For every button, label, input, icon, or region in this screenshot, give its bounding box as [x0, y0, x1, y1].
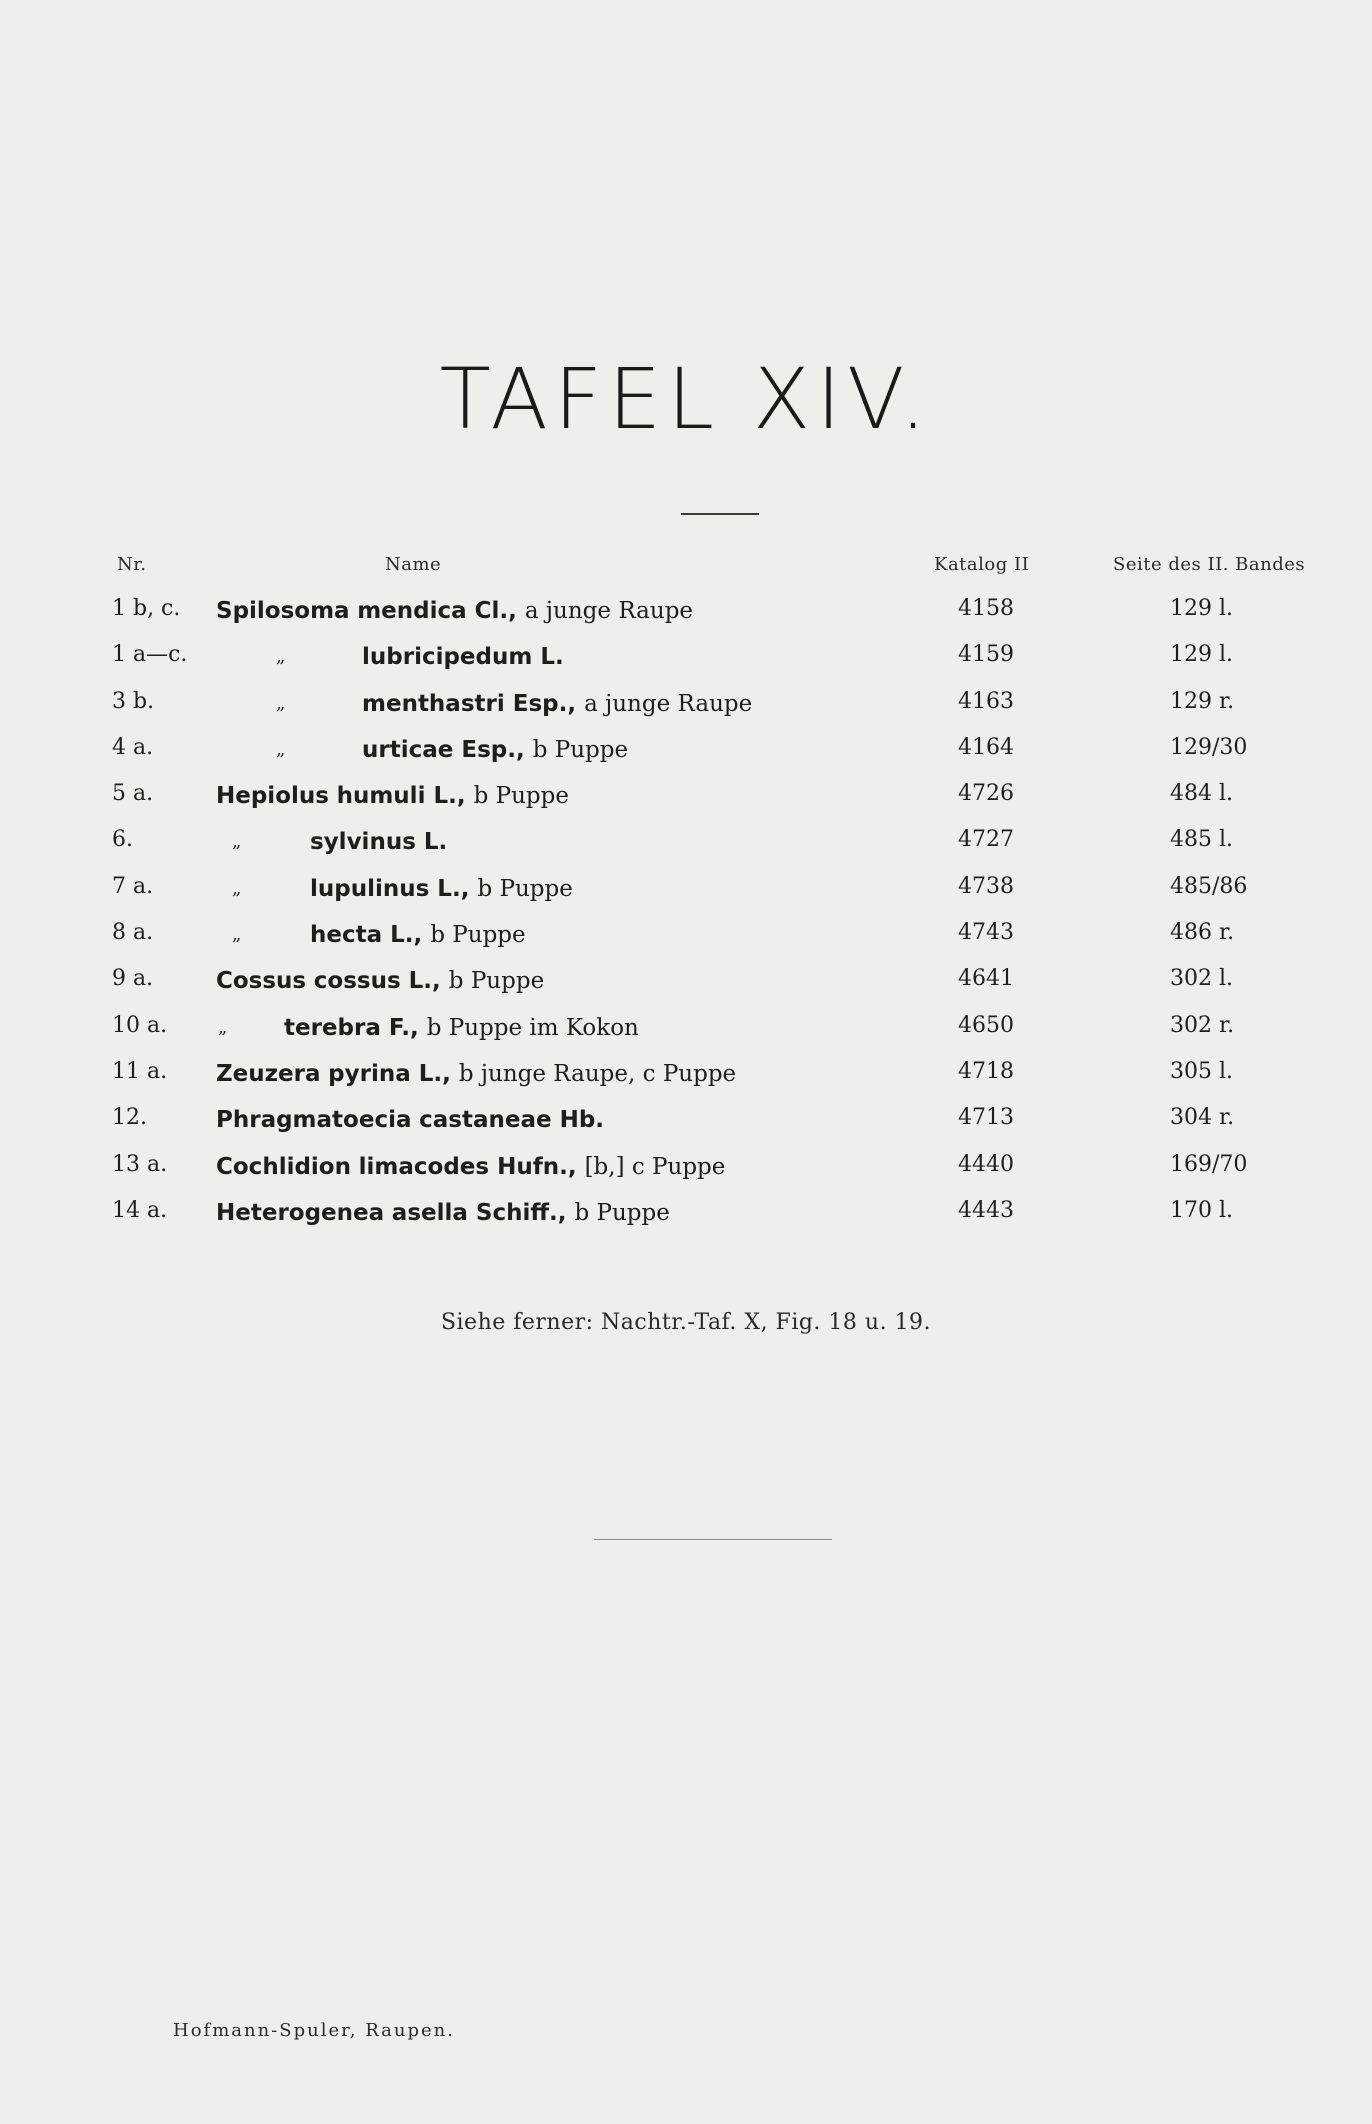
row-nr: 9 a. — [112, 966, 154, 992]
genus-name: Cochlidion — [216, 1153, 351, 1180]
footnote: Siehe ferner: Nachtr.-Taf. X, Fig. 18 u. 19. — [440, 1310, 932, 1335]
row-name — [310, 827, 447, 855]
species-name: pyrina L., — [328, 1060, 451, 1087]
row-nr: 3 b. — [112, 688, 155, 714]
header-name: Name — [385, 554, 442, 575]
footer-credit: Hofmann-Spuler, Raupen. — [173, 2020, 455, 2041]
stage-note: b junge Raupe, c Puppe — [458, 1060, 737, 1087]
ditto-mark: „ — [276, 738, 286, 760]
row-nr: 14 a. — [112, 1197, 168, 1223]
page-reference: 302 r. — [1170, 1012, 1235, 1038]
row-name — [362, 642, 564, 670]
katalog-number: 4641 — [958, 966, 1014, 992]
row-nr: 11 a. — [112, 1058, 168, 1084]
genus-name: Hepiolus — [216, 783, 329, 810]
stage-note: b Puppe — [430, 922, 526, 949]
katalog-number: 4713 — [958, 1105, 1014, 1131]
katalog-number: 4164 — [958, 734, 1014, 760]
species-name: castaneae Hb. — [419, 1107, 605, 1134]
table-row — [0, 590, 1372, 636]
page-reference: 169/70 — [1170, 1151, 1248, 1177]
table-row — [0, 683, 1372, 729]
row-nr: 4 a. — [112, 734, 154, 760]
table-row — [0, 1007, 1372, 1053]
table-row — [0, 821, 1372, 867]
row-name — [284, 1013, 639, 1041]
table-row — [0, 636, 1372, 682]
katalog-number: 4443 — [958, 1197, 1014, 1223]
page-reference: 129 r. — [1170, 688, 1235, 714]
row-name — [216, 1059, 736, 1087]
table-row — [0, 775, 1372, 821]
row-nr: 13 a. — [112, 1151, 168, 1177]
stage-note: b Puppe im Kokon — [426, 1014, 639, 1041]
row-name — [362, 689, 752, 717]
stage-note: b Puppe — [448, 968, 545, 995]
bottom-divider — [594, 1539, 832, 1540]
species-name: menthastri Esp., — [362, 690, 577, 717]
page-reference: 129/30 — [1170, 734, 1248, 760]
genus-name: Heterogenea — [216, 1199, 385, 1226]
species-name: sylvinus L. — [310, 829, 448, 856]
row-nr: 7 a. — [112, 873, 154, 899]
table-row — [0, 1053, 1372, 1099]
row-name — [216, 596, 693, 624]
title-divider — [681, 513, 759, 515]
row-name — [362, 735, 628, 763]
header-katalog: Katalog II — [934, 554, 1030, 575]
species-name: terebra F., — [284, 1014, 419, 1041]
row-nr: 5 a. — [112, 781, 154, 807]
row-nr: 10 a. — [112, 1012, 168, 1038]
row-name — [216, 1105, 604, 1133]
page-reference: 485 l. — [1170, 827, 1234, 853]
species-name: humuli L., — [336, 783, 466, 810]
species-name: lupulinus L., — [310, 875, 470, 902]
genus-name: Zeuzera — [216, 1060, 321, 1087]
row-nr: 12. — [112, 1105, 147, 1131]
ditto-mark: „ — [276, 646, 286, 668]
stage-note: a junge Raupe — [524, 598, 694, 624]
table-row — [0, 960, 1372, 1006]
row-nr: 1 b, c. — [112, 596, 181, 621]
table-row — [0, 868, 1372, 914]
stage-note: b Puppe — [574, 1199, 670, 1226]
page-reference: 485/86 — [1170, 873, 1248, 899]
katalog-number: 4158 — [958, 596, 1014, 621]
species-name: mendica Cl., — [357, 598, 517, 624]
ditto-mark: „ — [276, 692, 286, 714]
row-nr: 8 a. — [112, 920, 154, 946]
page-reference: 305 l. — [1170, 1058, 1234, 1084]
stage-note: [b,] c Puppe — [584, 1153, 726, 1180]
table-row — [0, 729, 1372, 775]
species-name: asella Schiff., — [391, 1199, 567, 1226]
katalog-number: 4726 — [958, 781, 1014, 807]
page-reference: 486 r. — [1170, 920, 1235, 946]
ditto-mark: „ — [232, 924, 242, 946]
katalog-number: 4727 — [958, 827, 1014, 853]
table-row — [0, 914, 1372, 960]
table-row — [0, 1192, 1372, 1238]
row-name — [216, 781, 569, 809]
page-title: TAFEL XIV. — [439, 350, 933, 448]
row-name — [310, 874, 573, 902]
page-reference: 304 r. — [1170, 1105, 1235, 1131]
page-reference: 170 l. — [1170, 1197, 1234, 1223]
row-name — [310, 920, 526, 948]
katalog-number: 4650 — [958, 1012, 1014, 1038]
row-nr: 1 a—c. — [112, 642, 188, 668]
katalog-number: 4718 — [958, 1058, 1014, 1084]
genus-name: Spilosoma — [216, 598, 350, 624]
species-name: hecta L., — [310, 922, 423, 949]
header-seite: Seite des II. Bandes — [1113, 554, 1306, 575]
katalog-number: 4738 — [958, 873, 1014, 899]
species-table — [0, 590, 1372, 1238]
species-name: cossus L., — [313, 968, 441, 995]
page-reference: 129 l. — [1170, 642, 1234, 668]
katalog-number: 4159 — [958, 642, 1014, 668]
table-row — [0, 1146, 1372, 1192]
katalog-number: 4440 — [958, 1151, 1014, 1177]
row-name — [216, 1152, 725, 1180]
header-nr: Nr. — [117, 554, 147, 575]
stage-note: b Puppe — [473, 783, 569, 810]
species-name: lubricipedum L. — [362, 644, 564, 671]
table-row — [0, 1099, 1372, 1145]
row-name — [216, 966, 544, 994]
page-reference: 129 l. — [1170, 596, 1234, 621]
ditto-mark: „ — [232, 877, 242, 899]
katalog-number: 4743 — [958, 920, 1014, 946]
genus-name: Cossus — [216, 968, 307, 995]
row-nr: 6. — [112, 827, 133, 853]
page-reference: 484 l. — [1170, 781, 1234, 807]
ditto-mark: „ — [232, 831, 242, 853]
stage-note: b Puppe — [532, 736, 629, 763]
row-name — [216, 1198, 670, 1226]
stage-note: b Puppe — [477, 875, 573, 902]
genus-name: Phragmatoecia — [216, 1107, 412, 1134]
species-name: limacodes Hufn., — [358, 1153, 577, 1180]
ditto-mark: „ — [218, 1016, 228, 1038]
species-name: urticae Esp., — [362, 736, 525, 763]
katalog-number: 4163 — [958, 688, 1014, 714]
stage-note: a junge Raupe — [584, 690, 753, 717]
page-reference: 302 l. — [1170, 966, 1234, 992]
